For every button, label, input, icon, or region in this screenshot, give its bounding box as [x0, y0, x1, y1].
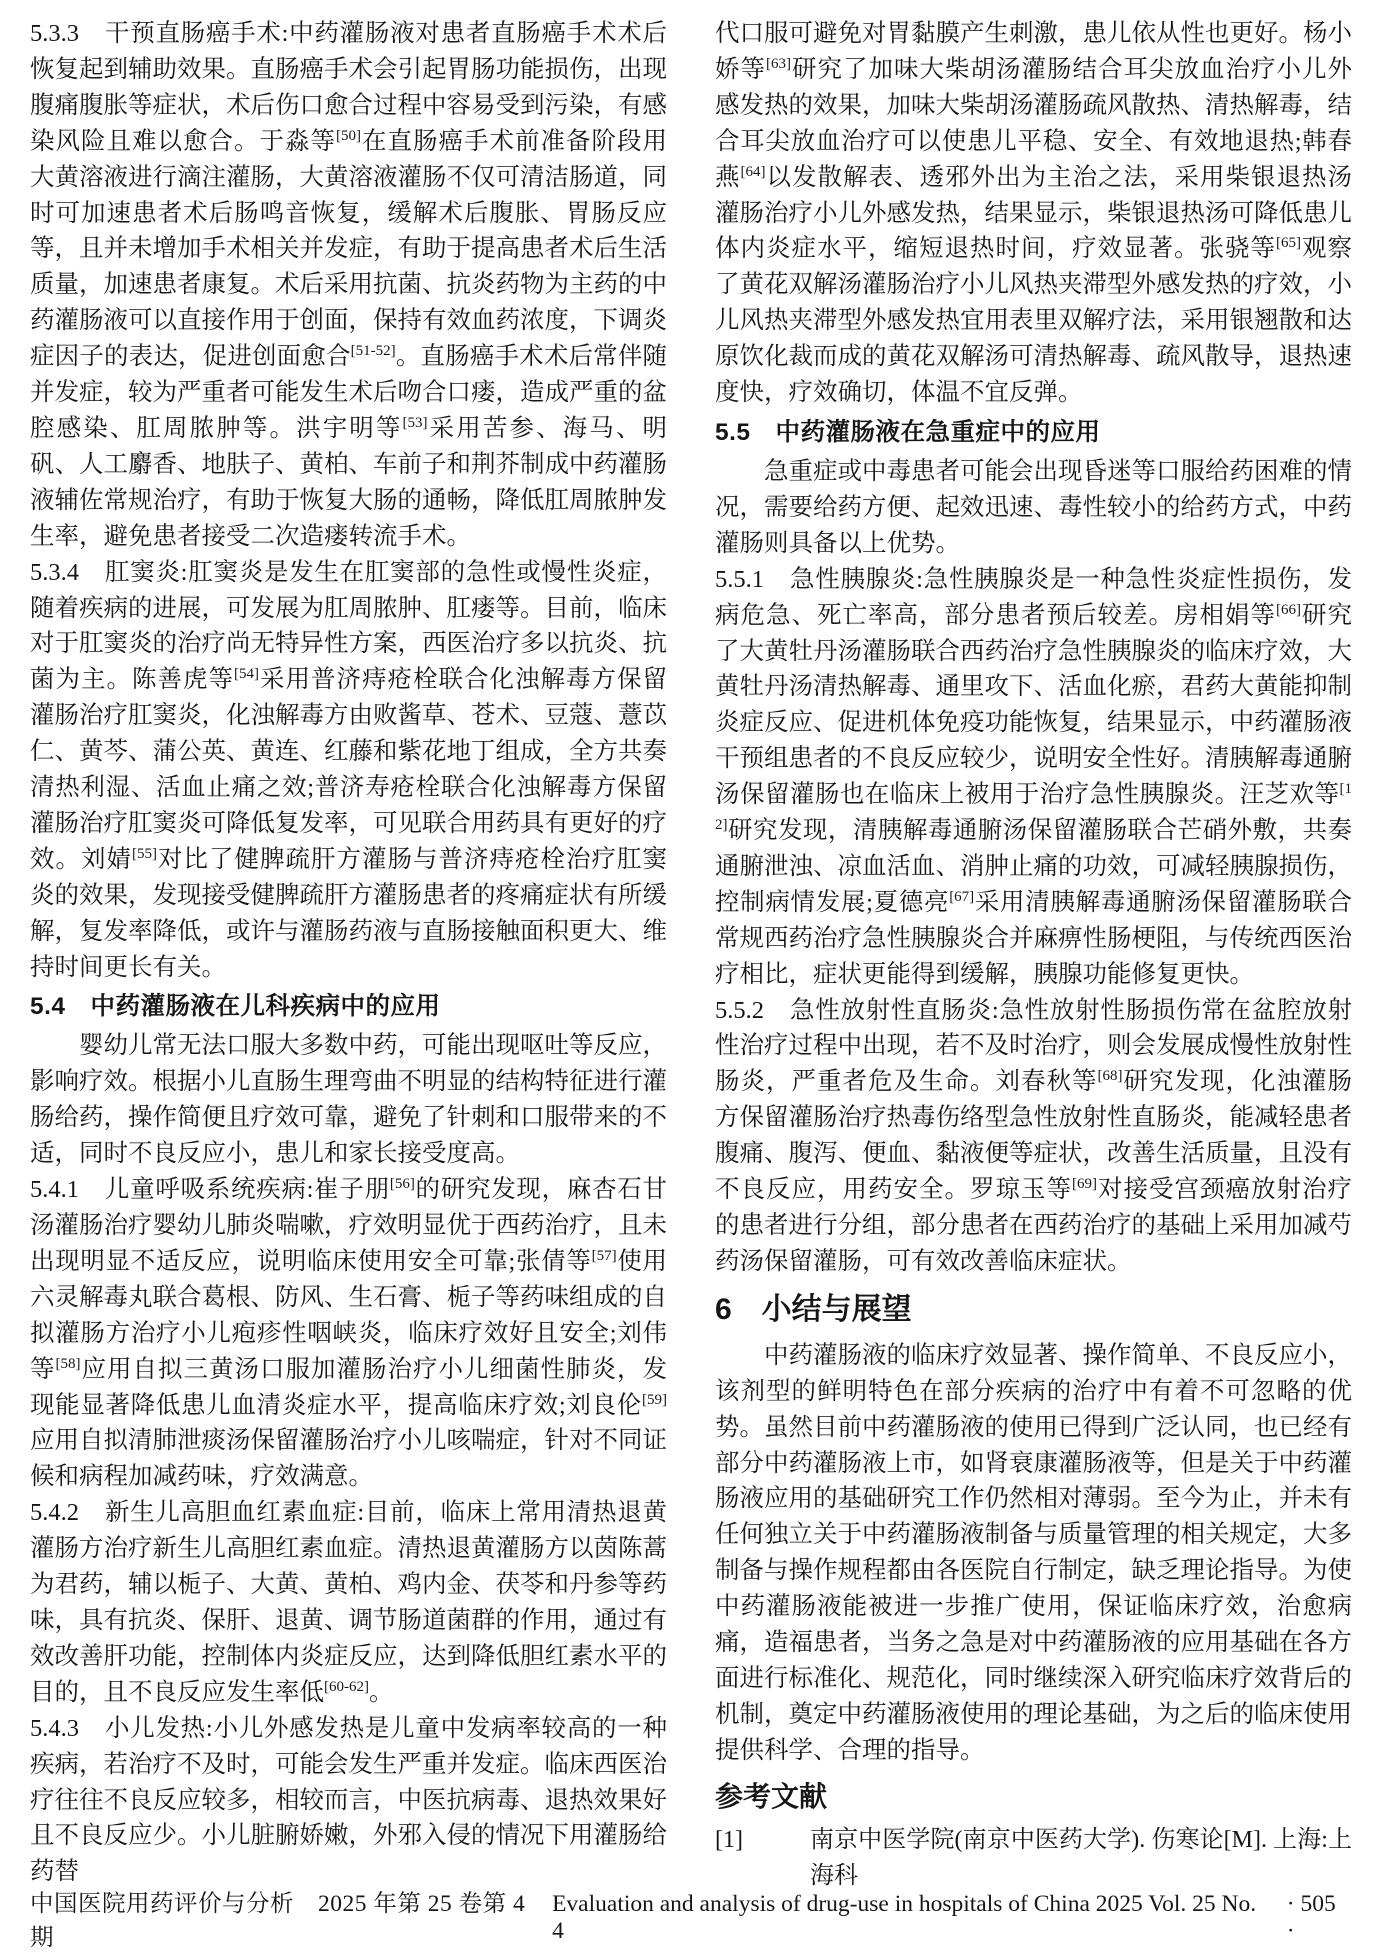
citation-ref: [56]: [389, 1175, 415, 1192]
reference-text: 南京中医学院(南京中医药大学). 伤寒论[M]. 上海:上海科: [810, 1826, 1352, 1889]
citation-ref: [58]: [55, 1355, 81, 1372]
body-paragraph: 5.3.3 干预直肠癌手术:中药灌肠液对患者直肠癌手术术后恢复起到辅助效果。直肠癌手术会引起胃肠功能损伤，出现腹痛腹胀等症状，术后伤口愈合过程中容易受到污染，有感染风险且难以愈合。于淼等[50]在直肠癌手术前准备阶段用大黄溶液进行滴注灌肠，大黄溶液灌肠不仅可清洁肠道，同时可加速患者术后肠鸣音恢复，缓解术后腹胀、胃肠反应等，且并未增加手术相关并发症，有助于提高患者术后生活质量，加速患者康复。术后采用抗菌、抗炎药物为主药的中药灌肠液可以直接作用于创面，保持有效血药浓度，下调炎症因子的表达，促进创面愈合[51-52]。直肠癌手术术后常伴随并发症，较为严重者可能发生术后吻合口瘘，造成严重的盆腔感染、肛周脓肿等。洪宇明等[53]采用苦参、海马、明矾、人工麝香、地肤子、黄柏、车前子和荆芥制成中药灌肠液辅佐常规治疗，有助于恢复大肠的通畅，降低肛周脓肿发生率，避免患者接受二次造瘘转流手术。: [30, 20, 668, 550]
citation-ref: [67]: [949, 888, 975, 905]
reference-number: [1]: [715, 1826, 743, 1853]
subsection-heading: 5.5 中药灌肠液在急重症中的应用: [715, 418, 1101, 446]
body-paragraph: 5.3.4 肛窦炎:肛窦炎是发生在肛窦部的急性或慢性炎症，随着疾病的进展，可发展为肛周脓肿、肛瘘等。目前，临床对于肛窦炎的治疗尚无特异性方案，西医治疗多以抗炎、抗菌为主。陈善虎等[54]采用普济痔疮栓联合化浊解毒方保留灌肠治疗肛窦炎，化浊解毒方由败酱草、苍术、豆蔻、薏苡仁、黄芩、蒲公英、黄连、红藤和紫花地丁组成，全方共奏清热利湿、活血止痛之效;普济寿疮栓联合化浊解毒方保留灌肠治疗肛窦炎可降低复发率，可见联合用药具有更好的疗效。刘婧[55]对比了健脾疏肝方灌肠与普济痔疮栓治疗肛窦炎的效果，发现接受健脾疏肝方灌肠患者的疼痛症状有所缓解，复发率降低，或许与灌肠药液与直肠接触面积更大、维持时间更长有关。: [30, 558, 667, 981]
body-paragraph: 5.5.1 急性胰腺炎:急性胰腺炎是一种急性炎症性损伤，发病危急、死亡率高，部分患者预后较差。房相娟等[66]研究了大黄牡丹汤灌肠联合西药治疗急性胰腺炎的临床疗效，大黄牡丹汤清热解毒、通里攻下、活血化瘀，君药大黄能抑制炎症反应、促进机体免疫功能恢复，结果显示，中药灌肠液干预组患者的不良反应较少，说明安全性好。清胰解毒通腑汤保留灌肠也在临床上被用于治疗急性胰腺炎。汪芝欢等[12]研究发现，清胰解毒通腑汤保留灌肠联合芒硝外敷，共奏通腑泄浊、凉血活血、消肿止痛的功效，可减轻胰腺损伤，控制病情发展;夏德亮[67]采用清胰解毒通腑汤保留灌肠联合常规西药治疗急性胰腺炎合并麻痹性肠梗阻，与传统西医治疗相比，症状更能得到缓解，胰腺功能修复更快。: [715, 565, 1352, 988]
citation-ref: [65]: [1276, 235, 1301, 252]
citation-ref: [66]: [1276, 601, 1301, 618]
body-paragraph: 5.4.3 小儿发热:小儿外感发热是儿童中发病率较高的一种疾病，若治疗不及时，可能会发生严重并发症。临床西医治疗往往不良反应较多，相较而言，中医抗病毒、退热效果好且不良反应少。小儿脏腑娇嫩，外邪入侵的情况下用灌肠给药替: [30, 1714, 667, 1886]
body-paragraph: 急重症或中毒患者可能会出现昏迷等口服给药困难的情况，需要给药方便、起效迅速、毒性较小的给药方式，中药灌肠则具备以上优势。: [715, 457, 1352, 557]
body-paragraph: 婴幼儿常无法口服大多数中药，可能出现呕吐等反应，影响疗效。根据小儿直肠生理弯曲不明显的结构特征进行灌肠给药，操作简便且疗效可靠，避免了针刺和口服带来的不适，同时不良反应小，患儿和家长接受度高。: [30, 1032, 667, 1168]
citation-ref: [59]: [642, 1391, 667, 1408]
citation-ref: [57]: [591, 1247, 617, 1264]
body-paragraph: 代口服可避免对胃黏膜产生刺激，患儿依从性也更好。杨小娇等[63]研究了加味大柴胡汤灌肠结合耳尖放血治疗小儿外感发热的效果，加味大柴胡汤灌肠疏风散热、清热解毒，结合耳尖放血治疗可以使患儿平稳、安全、有效地退热;韩春燕[64]以发散解表、透邪外出为主治之法，采用柴银退热汤灌肠治疗小儿外感发热，结果显示，柴银退热汤可降低患儿体内炎症水平，缩短退热时间，疗效显著。张骁等[65]观察了黄花双解汤灌肠治疗小儿风热夹滞型外感发热的疗效，小儿风热夹滞型外感发热宜用表里双解疗法，采用银翘散和达原饮化裁而成的黄花双解汤可清热解毒、疏风散导，退热速度快，疗效确切，体温不宜反弹。: [715, 20, 1352, 407]
journal-title-en: Evaluation and analysis of drug-use in hospitals of China 2025 Vol. 25 No. 4: [552, 1891, 1257, 1944]
citation-ref: [60-62]: [324, 1678, 369, 1695]
page-number: · 505 ·: [1286, 1891, 1336, 1944]
citation-ref: [55]: [132, 845, 157, 862]
citation-ref: [69]: [1072, 1175, 1097, 1192]
journal-title-en-wrap: [552, 1891, 1349, 1945]
body-paragraph: 中药灌肠液的临床疗效显著、操作简单、不良反应小，该剂型的鲜明特色在部分疾病的治疗中有着不可忽略的优势。虽然目前中药灌肠液的使用已得到广泛认同，也已经有部分中药灌肠液上市，如肾衰康灌肠液等，但是关于中药灌肠液应用的基础研究工作仍然相对薄弱。至今为止，并未有任何独立关于中药灌肠液制备与质量管理的相关规定，大多制备与操作规程都由各医院自行制定，缺乏理论指导。为使中药灌肠液能被进一步推广使用，保证临床疗效，治愈病痛，造福患者，当务之急是对中药灌肠液的应用基础在各方面进行标准化、规范化，同时继续深入研究临床疗效背后的机制，奠定中药灌肠液使用的理论基础，为之后的临床使用提供科学、合理的指导。: [715, 1341, 1352, 1764]
right-column: [715, 16, 1352, 1895]
citation-ref: [54]: [234, 666, 259, 683]
journal-title-cn: 中国医院用药评价与分析 2025 年第 25 卷第 4 期: [30, 1891, 526, 1951]
subsection-heading: 5.4 中药灌肠液在儿科疾病中的应用: [30, 993, 441, 1021]
citation-ref: [50]: [336, 127, 361, 144]
citation-ref: [64]: [740, 163, 766, 180]
section-heading: 6 小结与展望: [715, 1292, 912, 1326]
body-paragraph: 5.5.2 急性放射性直肠炎:急性放射性肠损伤常在盆腔放射性治疗过程中出现，若不及时治疗，则会发展成慢性放射性肠炎，严重者危及生命。刘春秋等[68]研究发现，化浊灌肠方保留灌肠治疗热毒伤络型急性放射性直肠炎，能减轻患者腹痛、腹泻、便血、黏液便等症状，改善生活质量，且没有不良反应，用药安全。罗琼玉等[69]对接受宫颈癌放射治疗的患者进行分组，部分患者在西药治疗的基础上采用加减芍药汤保留灌肠，可有效改善临床症状。: [715, 996, 1352, 1275]
citation-ref: [63]: [766, 55, 791, 72]
citation-ref: [12]: [715, 780, 1352, 833]
citation-ref: [51-52]: [350, 343, 396, 359]
page-footer: [30, 1884, 1349, 1952]
left-column: [30, 16, 667, 1895]
citation-ref: [68]: [1097, 1068, 1123, 1085]
references-heading: 参考文献: [715, 1780, 828, 1812]
two-column-body: [30, 16, 1352, 1895]
body-paragraph: 5.4.2 新生儿高胆血红素血症:目前，临床上常用清热退黄灌肠方治疗新生儿高胆红素血症。清热退黄灌肠方以茵陈蒿为君药，辅以栀子、大黄、黄柏、鸡内金、茯苓和丹参等药味，具有抗炎、保肝、退黄、调节肠道菌群的作用，通过有效改善肝功能，控制体内炎症反应，达到降低胆红素水平的目的，且不良反应发生率低[60-62]。: [30, 1499, 667, 1706]
citation-ref: [53]: [402, 414, 428, 431]
body-paragraph: 5.4.1 儿童呼吸系统疾病:崔子朋[56]的研究发现，麻杏石甘汤灌肠治疗婴幼儿肺炎喘嗽，疗效明显优于西药治疗，且未出现明显不适反应，说明临床使用安全可靠;张倩等[57]使用六灵解毒丸联合葛根、防风、生石膏、栀子等药味组成的自拟灌肠方治疗小儿疱疹性咽峡炎，临床疗效好且安全;刘伟等[58]应用自拟三黄汤口服加灌肠治疗小儿细菌性肺炎，发现能显著降低患儿血清炎症水平，提高临床疗效;刘良伦[59]应用自拟清肺泄痰汤保留灌肠治疗小儿咳喘症，针对不同证候和病程加减药味，疗效满意。: [30, 1175, 668, 1491]
